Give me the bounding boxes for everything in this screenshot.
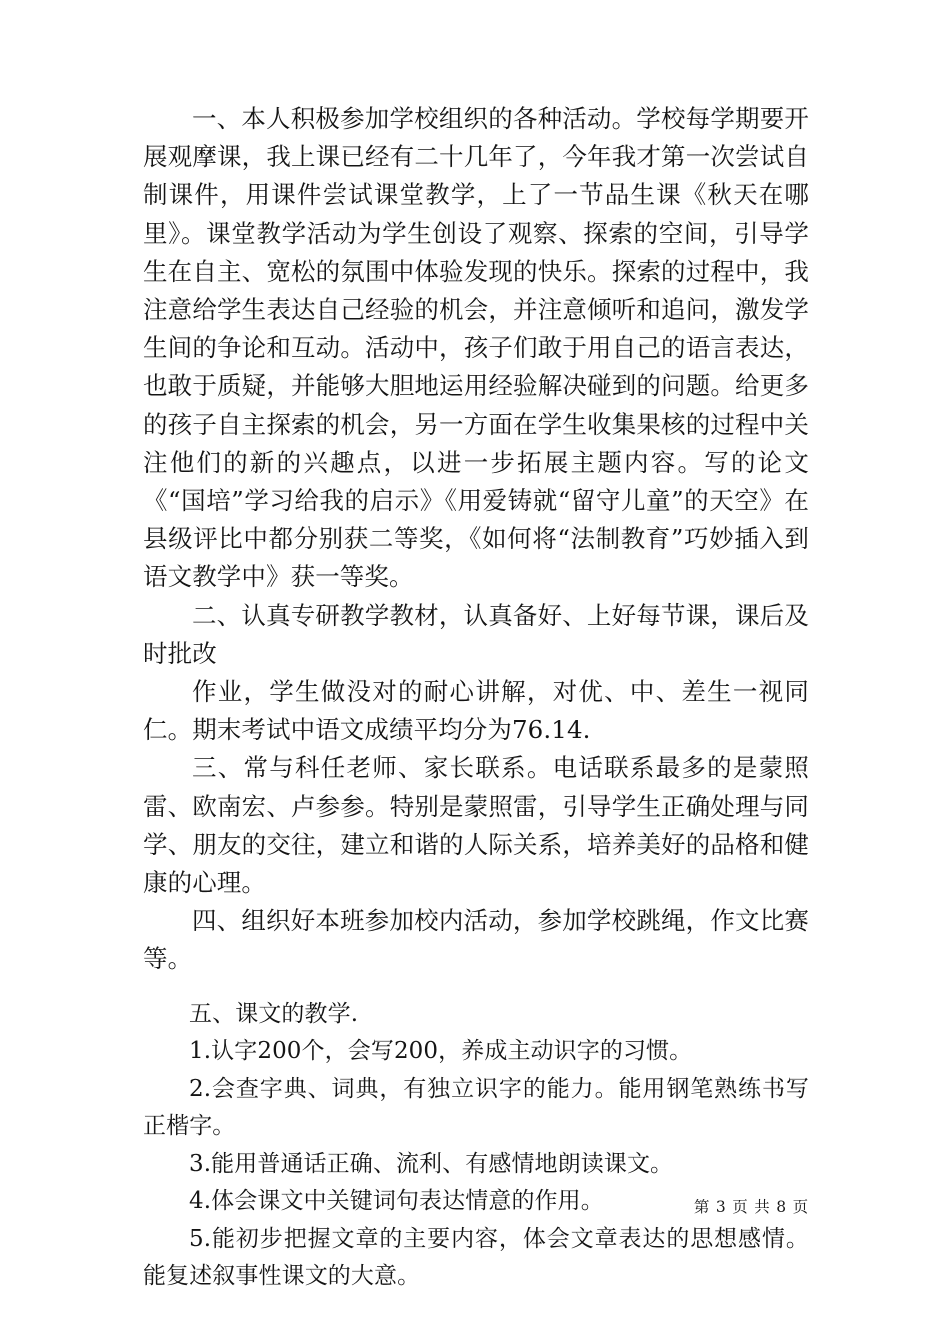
list-item-3: 3.能用普通话正确、流利、有感情地朗读课文。 [189, 1150, 674, 1177]
paragraph-section-4: 四、组织好本班参加校内活动，参加学校跳绳，作文比赛等。 [143, 906, 809, 974]
paragraph-section-2-continued: 作业，学生做没对的耐心讲解，对优、中、差生一视同仁。期末考试中语文成绩平均分为76.14. [143, 677, 809, 745]
paragraph-section-2: 二、认真专研教学教材，认真备好、上好每节课，课后及时批改 [143, 600, 809, 668]
list-item-4: 4.体会课文中关键词句表达情意的作用。 [189, 1188, 604, 1215]
list-item-5: 5.能初步把握文章的主要内容，体会文章表达的思想感情。能复述叙事性课文的大意。 [143, 1225, 809, 1290]
list-item-1: 1.认字200个，会写200，养成主动识字的习惯。 [189, 1038, 693, 1065]
page-footer [143, 1196, 809, 1218]
list-item-2: 2.会查字典、词典，有独立识字的能力。能用钢笔熟练书写正楷字。 [143, 1075, 809, 1140]
page-number-label: 第 3 页 共 8 页 [693, 1198, 809, 1216]
paragraph-section-5: 五、课文的教学. [189, 1000, 359, 1027]
paragraph-section-1: 一、本人积极参加学校组织的各种活动。学校每学期要开展观摩课，我上课已经有二十几年了，今年我才第一次尝试自制课件，用课件尝试课堂教学，上了一节品生课《秋天在哪里》。课堂教学活动为学生创设了观察、探索的空间，引导学生在自主、宽松的氛围中体验发现的快乐。探索的过程中，我注意给学生表达自己经验的机会，并注意倾听和追问，激发学生间的争论和互动。活动中，孩子们敢于用自己的语言表达，也敢于质疑，并能够大胆地运用经验解决碰到的问题。给更多的孩子自主探索的机会，另一方面在学生收集果核的过程中关注他们的新的兴趣点，以进一步拓展主题内容。写的论文《“国培”学习给我的启示》《用爱铸就“留守儿童”的天空》在县级评比中都分别获二等奖，《如何将“法制教育”巧妙插入到语文教学中》获一等奖。 [143, 104, 809, 592]
paragraph-section-3: 三、常与科任老师、家长联系。电话联系最多的是蒙照雷、欧南宏、卢参参。特别是蒙照雷，引导学生正确处理与同学、朋友的交往，建立和谐的人际关系，培养美好的品格和健康的心理。 [143, 753, 809, 898]
document-body [143, 100, 809, 1296]
